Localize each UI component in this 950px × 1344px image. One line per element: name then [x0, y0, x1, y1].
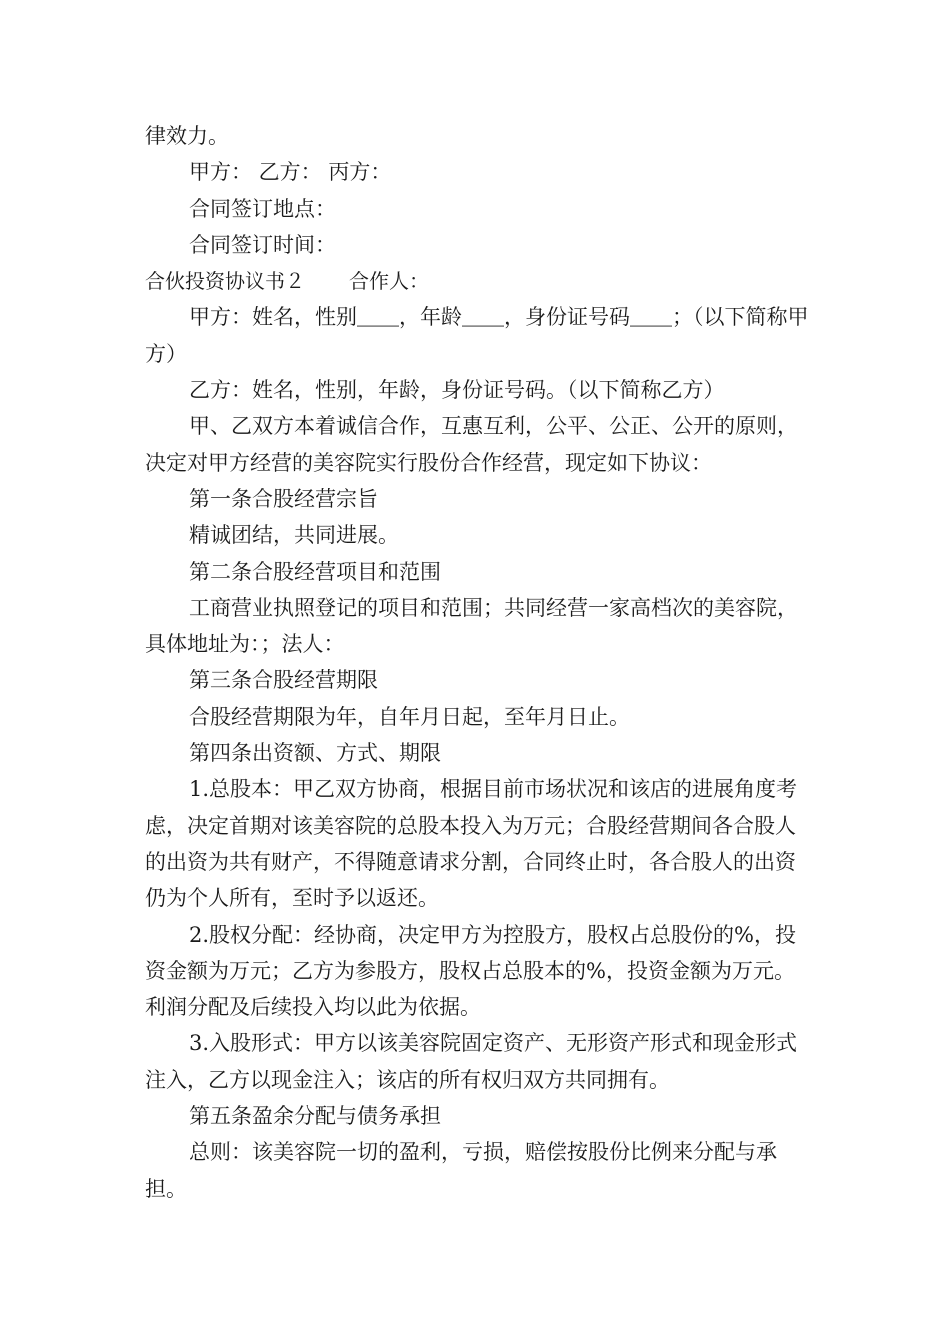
article-4-item-2: 2.股权分配：经协商，决定甲方为控股方，股权占总股份的%，投资金额为万元；乙方为参股方，股权占总股本的%，投资金额为万元。利润分配及后续投入均以此为依据。 — [145, 922, 796, 1020]
article-2-heading: 第二条合股经营项目和范围 — [189, 559, 441, 584]
signing-time-line: 合同签订时间： — [189, 232, 336, 257]
party-a-info: 甲方：姓名，性别＿＿，年龄＿＿，身份证号码＿＿；（以下简称甲方） — [145, 305, 809, 366]
article-5-body: 总则：该美容院一切的盈利，亏损，赔偿按股份比例来分配与承担。 — [145, 1140, 777, 1201]
agreement-title: 合伙投资协议书２ — [145, 269, 305, 294]
article-1-body: 精诚团结，共同进展。 — [189, 523, 399, 548]
article-4-item-3: 3.入股形式：甲方以该美容院固定资产、无形资产形式和现金形式注入，乙方以现金注入；该店的所有权归双方共同拥有。 — [145, 1031, 798, 1092]
article-2-body: 工商营业执照登记的项目和范围；共同经营一家高档次的美容院，具体地址为：；法人： — [145, 595, 798, 657]
article-3-heading: 第三条合股经营期限 — [189, 668, 378, 693]
preamble-paragraph: 甲、乙双方本着诚信合作，互惠互利，公平、公正、公开的原则，决定对甲方经营的美容院实行股份合作经营，现定如下协议： — [145, 414, 798, 475]
partners-label: 合作人： — [349, 269, 429, 294]
article-1-heading: 第一条合股经营宗旨 — [189, 486, 378, 511]
article-5-heading: 第五条盈余分配与债务承担 — [189, 1104, 441, 1129]
signing-place-line: 合同签订地点： — [189, 196, 336, 221]
agreement-title-line — [145, 263, 810, 299]
paragraph: 律效力。 — [145, 124, 229, 148]
document-body — [145, 118, 810, 1207]
article-4-item-1: 1.总股本：甲乙双方协商，根据目前市场状况和该店的进展角度考虑，决定首期对该美容院的总股本投入为万元；合股经营期间各合股人的出资为共有财产，不得随意请求分割，合同终止时，各合股人的出资仍为个人所有，至时予以返还。 — [145, 777, 798, 911]
signature-parties-line: 甲方： 乙方： 丙方： — [189, 160, 392, 185]
article-4-heading: 第四条出资额、方式、期限 — [189, 741, 441, 766]
article-3-body: 合股经营期限为年，自年月日起，至年月日止。 — [189, 704, 630, 729]
party-b-info: 乙方：姓名，性别，年龄，身份证号码。（以下简称乙方） — [189, 378, 725, 403]
